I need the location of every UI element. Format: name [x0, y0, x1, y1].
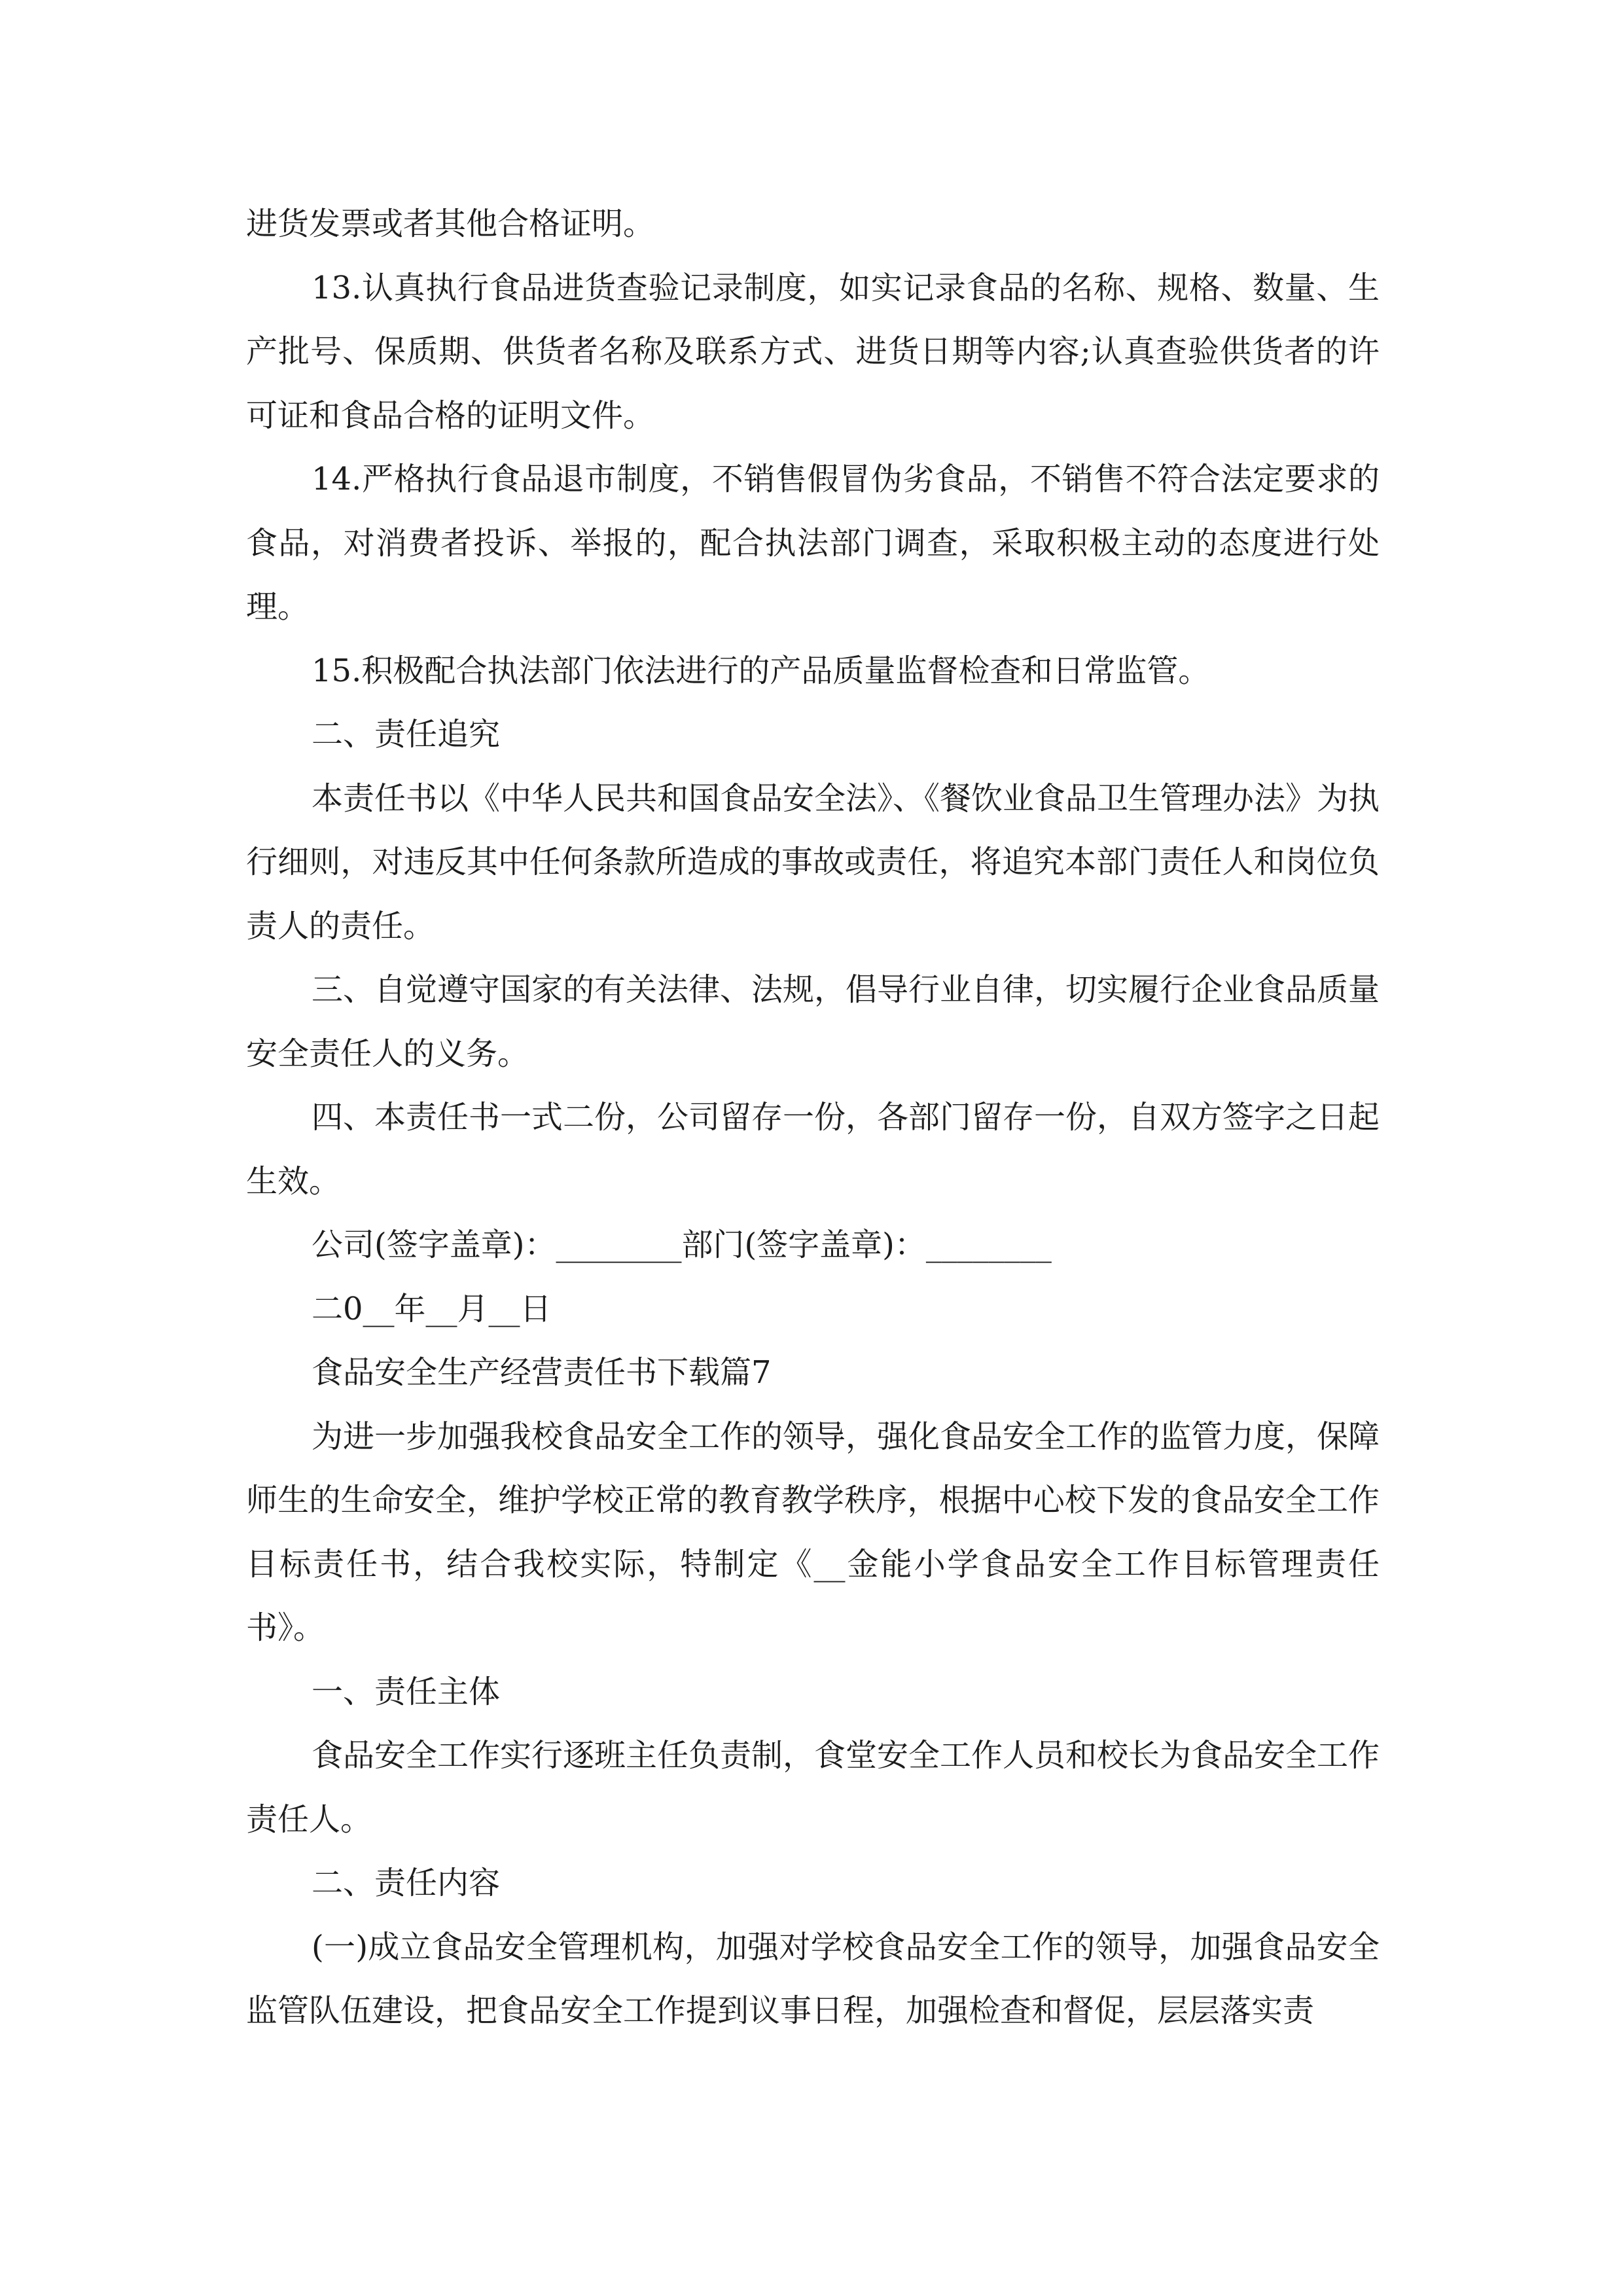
- paragraph: (一)成立食品安全管理机构，加强对学校食品安全工作的领导，加强食品安全监管队伍建设，把食品安全工作提到议事日程，加强检查和督促，层层落实责: [246, 1928, 1380, 2029]
- section-heading: 一、责任主体: [312, 1673, 501, 1710]
- paragraph: 本责任书以《中华人民共和国食品安全法》、《餐饮业食品卫生管理办法》为执行细则，对违反其中任何条款所造成的事故或责任，将追究本部门责任人和岗位负责人的责任。: [246, 780, 1380, 944]
- document-title: 食品安全生产经营责任书下载篇7: [312, 1354, 772, 1391]
- paragraph: 进货发票或者其他合格证明。: [246, 206, 655, 242]
- paragraph: 食品安全工作实行逐班主任负责制，食堂安全工作人员和校长为食品安全工作责任人。: [246, 1737, 1380, 1838]
- paragraph: 13.认真执行食品进货查验记录制度，如实记录食品的名称、规格、数量、生产批号、保质期、供货者名称及联系方式、进货日期等内容;认真查验供货者的许可证和食品合格的证明文件。: [246, 269, 1380, 434]
- date-line: 二0__年__月__日: [312, 1290, 552, 1327]
- paragraph: 为进一步加强我校食品安全工作的领导，强化食品安全工作的监管力度，保障师生的生命安全，维护学校正常的教育教学秩序，根据中心校下发的食品安全工作目标责任书，结合我校实际，特制定《__金能小学食品安全工作目标管理责任书》。: [246, 1418, 1380, 1646]
- paragraph: 四、本责任书一式二份，公司留存一份，各部门留存一份，自双方签字之日起生效。: [246, 1099, 1380, 1200]
- paragraph: 15.积极配合执法部门依法进行的产品质量监督检查和日常监管。: [312, 652, 1210, 689]
- document-body: [246, 192, 1380, 2043]
- paragraph: 三、自觉遵守国家的有关法律、法规，倡导行业自律，切实履行企业食品质量安全责任人的义务。: [246, 971, 1380, 1072]
- section-heading: 二、责任追究: [312, 716, 501, 753]
- section-heading: 二、责任内容: [312, 1865, 501, 1901]
- signature-line: 公司(签字盖章)：________部门(签字盖章)：________: [312, 1227, 1052, 1263]
- paragraph: 14.严格执行食品退市制度，不销售假冒伪劣食品，不销售不符合法定要求的食品，对消费者投诉、举报的，配合执法部门调查，采取积极主动的态度进行处理。: [246, 461, 1380, 625]
